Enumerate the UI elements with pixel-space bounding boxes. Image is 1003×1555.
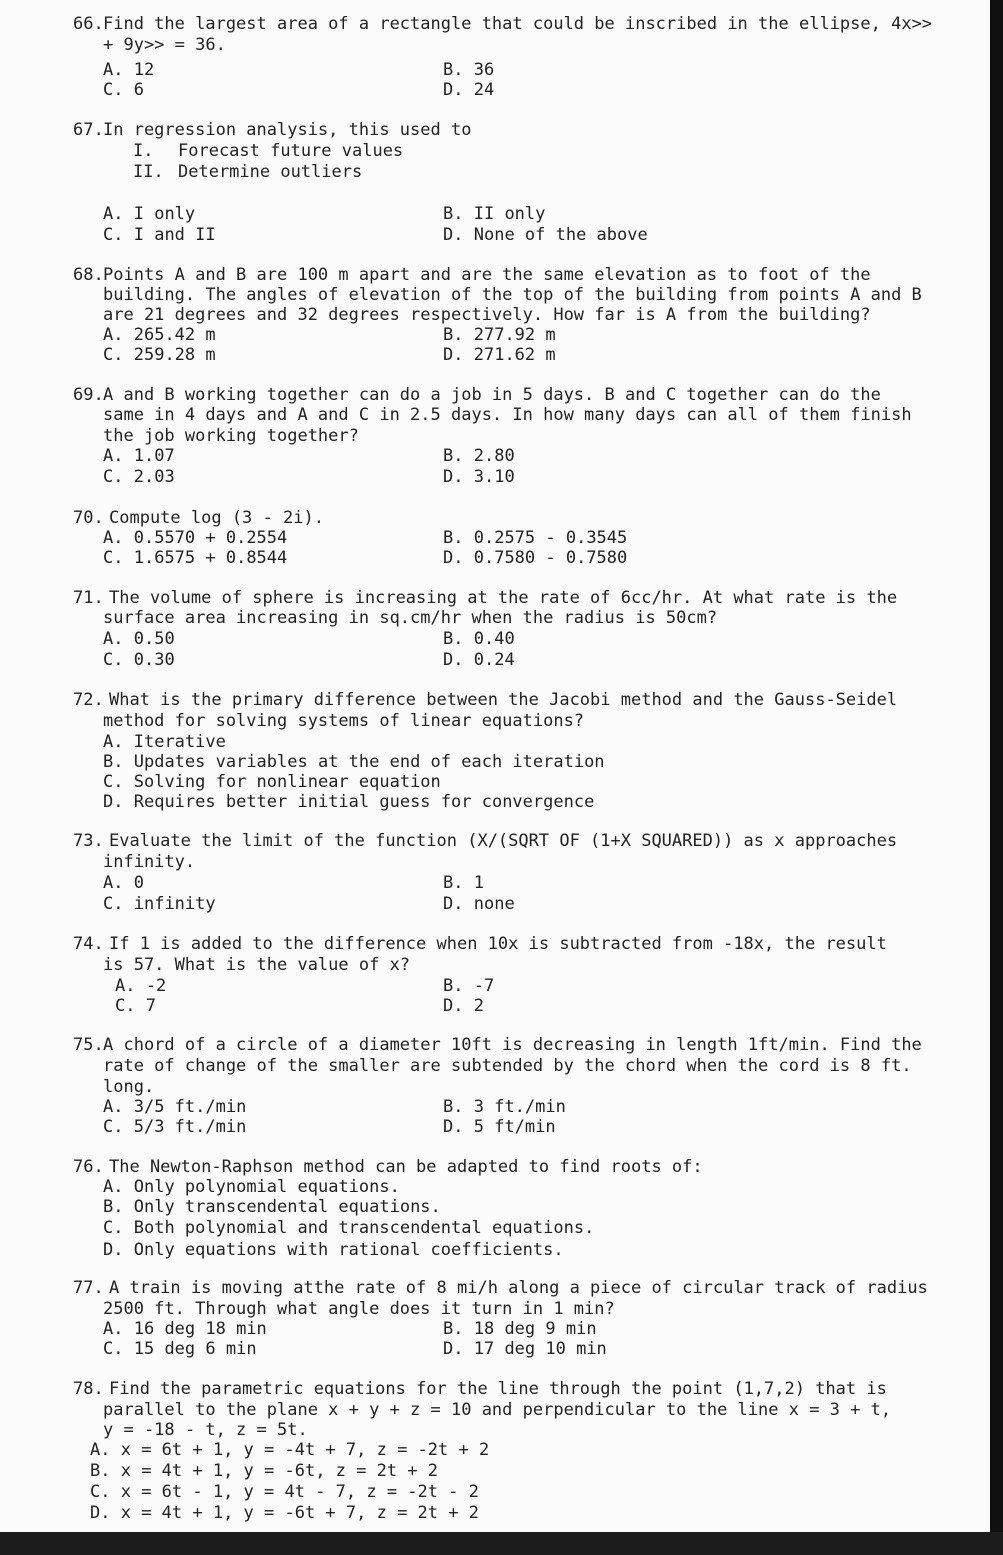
bottom-bar: [0, 1532, 1003, 1555]
option-d: D. x = 4t + 1, y = -6t + 7, z = 2t + 2: [90, 1503, 479, 1523]
question-text-line: is 57. What is the value of x?: [103, 955, 411, 975]
option-d: D. 0.7580 - 0.7580: [443, 548, 628, 568]
option-c: C. Solving for nonlinear equation: [103, 772, 441, 792]
option-c: C. 5/3 ft./min: [103, 1117, 247, 1137]
question-text-line: infinity.: [103, 852, 196, 872]
question-text-line: What is the primary difference between the Jacobi method and the Gauss-Seidel: [109, 690, 898, 710]
question-text-line: A chord of a circle of a diameter 10ft is decreasing in length 1ft/min. Find the: [103, 1035, 922, 1055]
option-b: B. 0.2575 - 0.3545: [443, 528, 628, 548]
option-b: B. 3 ft./min: [443, 1097, 566, 1117]
question-text-line: Find the parametric equations for the line through the point (1,7,2) that is: [109, 1379, 887, 1399]
option-b: B. II only: [443, 204, 546, 224]
option-c: C. I and II: [103, 225, 216, 245]
option-c: C. 15 deg 6 min: [103, 1339, 257, 1359]
question-number: 76.: [73, 1157, 104, 1177]
option-b: B. x = 4t + 1, y = -6t, z = 2t + 2: [90, 1461, 439, 1481]
question-number: 74.: [73, 934, 104, 954]
option-a: A. I only: [103, 204, 196, 224]
question-text-line: In regression analysis, this used to: [103, 120, 472, 140]
option-a: A. 0.5570 + 0.2554: [103, 528, 288, 548]
question-number: 67.: [73, 120, 104, 140]
option-d: D. Requires better initial guess for convergence: [103, 792, 595, 812]
option-d: D. Only equations with rational coefficients.: [103, 1240, 564, 1260]
question-text-line: parallel to the plane x + y + z = 10 and perpendicular to the line x = 3 + t,: [103, 1400, 892, 1420]
option-d: D. 5 ft/min: [443, 1117, 556, 1137]
option-b: B. -7: [443, 976, 495, 996]
option-a: A. 3/5 ft./min: [103, 1097, 247, 1117]
roman-item: I.: [133, 141, 154, 161]
question-number: 78.: [73, 1379, 104, 1399]
option-d: D. 271.62 m: [443, 345, 556, 365]
option-c: C. x = 6t - 1, y = 4t - 7, z = -2t - 2: [90, 1482, 479, 1502]
option-b: B. 1: [443, 873, 484, 893]
question-text-line: rate of change of the smaller are subtended by the chord when the cord is 8 ft.: [103, 1056, 912, 1076]
question-text-line: A and B working together can do a job in 5 days. B and C together can do the: [103, 385, 881, 405]
question-text-line: y = -18 - t, z = 5t.: [103, 1420, 308, 1440]
option-d: D. 3.10: [443, 467, 515, 487]
question-number: 68.: [73, 265, 104, 285]
option-d: D. none: [443, 894, 515, 914]
question-number: 66.: [73, 14, 104, 34]
question-text-line: + 9y>> = 36.: [103, 35, 226, 55]
option-b: B. 18 deg 9 min: [443, 1319, 597, 1339]
option-d: D. 2: [443, 996, 484, 1016]
option-d: D. 0.24: [443, 650, 515, 670]
option-b: B. Updates variables at the end of each iteration: [103, 752, 605, 772]
option-a: A. 265.42 m: [103, 325, 216, 345]
question-text-line: long.: [103, 1077, 155, 1097]
option-c: C. 7: [115, 996, 156, 1016]
option-a: A. 0: [103, 873, 144, 893]
question-text-line: are 21 degrees and 32 degrees respectively. How far is A from the building?: [103, 305, 871, 325]
question-text-line: 2500 ft. Through what angle does it turn in 1 min?: [103, 1299, 615, 1319]
option-b: B. Only transcendental equations.: [103, 1197, 441, 1217]
option-a: A. x = 6t + 1, y = -4t + 7, z = -2t + 2: [90, 1440, 490, 1460]
question-text-line: A train is moving atthe rate of 8 mi/h along a piece of circular track of radius: [109, 1278, 928, 1298]
roman-item: II.: [133, 162, 164, 182]
question-text-line: Compute log (3 - 2i).: [109, 508, 324, 528]
question-number: 72.: [73, 690, 104, 710]
option-a: A. 12: [103, 60, 155, 80]
question-text-line: method for solving systems of linear equations?: [103, 711, 585, 731]
option-b: B. 277.92 m: [443, 325, 556, 345]
option-c: C. 6: [103, 80, 144, 100]
question-number: 69.: [73, 385, 104, 405]
question-number: 77.: [73, 1278, 104, 1298]
option-c: C. 259.28 m: [103, 345, 216, 365]
option-c: C. 0.30: [103, 650, 175, 670]
option-a: A. 16 deg 18 min: [103, 1319, 267, 1339]
option-b: B. 0.40: [443, 629, 515, 649]
question-text-line: surface area increasing in sq.cm/hr when the radius is 50cm?: [103, 608, 718, 628]
option-a: A. 1.07: [103, 446, 175, 466]
question-text-line: Find the largest area of a rectangle that could be inscribed in the ellipse, 4x>>: [103, 14, 933, 34]
question-text-line: If 1 is added to the difference when 10x is subtracted from -18x, the result: [109, 934, 887, 954]
question-number: 71.: [73, 588, 104, 608]
option-b: B. 36: [443, 60, 495, 80]
question-number: 70.: [73, 508, 104, 528]
scrollbar-track[interactable]: [990, 0, 1003, 1532]
question-text-line: same in 4 days and A and C in 2.5 days. In how many days can all of them finish: [103, 405, 912, 425]
question-number: 75.: [73, 1035, 104, 1055]
roman-item-text: Determine outliers: [178, 162, 363, 182]
option-c: C. 1.6575 + 0.8544: [103, 548, 288, 568]
question-text-line: The volume of sphere is increasing at the rate of 6cc/hr. At what rate is the: [109, 588, 898, 608]
option-d: D. None of the above: [443, 225, 648, 245]
question-text-line: The Newton-Raphson method can be adapted to find roots of:: [109, 1157, 703, 1177]
option-b: B. 2.80: [443, 446, 515, 466]
option-c: C. infinity: [103, 894, 216, 914]
question-text-line: Points A and B are 100 m apart and are the same elevation as to foot of the: [103, 265, 871, 285]
question-text-line: the job working together?: [103, 426, 359, 446]
question-text-line: Evaluate the limit of the function (X/(SQRT OF (1+X SQUARED)) as x approaches: [109, 831, 898, 851]
roman-item-text: Forecast future values: [178, 141, 404, 161]
option-a: A. Iterative: [103, 732, 226, 752]
option-c: C. Both polynomial and transcendental equations.: [103, 1218, 595, 1238]
option-a: A. -2: [115, 976, 167, 996]
question-number: 73.: [73, 831, 104, 851]
question-text-line: building. The angles of elevation of the top of the building from points A and B: [103, 285, 922, 305]
option-d: D. 17 deg 10 min: [443, 1339, 607, 1359]
option-a: A. Only polynomial equations.: [103, 1177, 400, 1197]
option-c: C. 2.03: [103, 467, 175, 487]
option-a: A. 0.50: [103, 629, 175, 649]
option-d: D. 24: [443, 80, 495, 100]
